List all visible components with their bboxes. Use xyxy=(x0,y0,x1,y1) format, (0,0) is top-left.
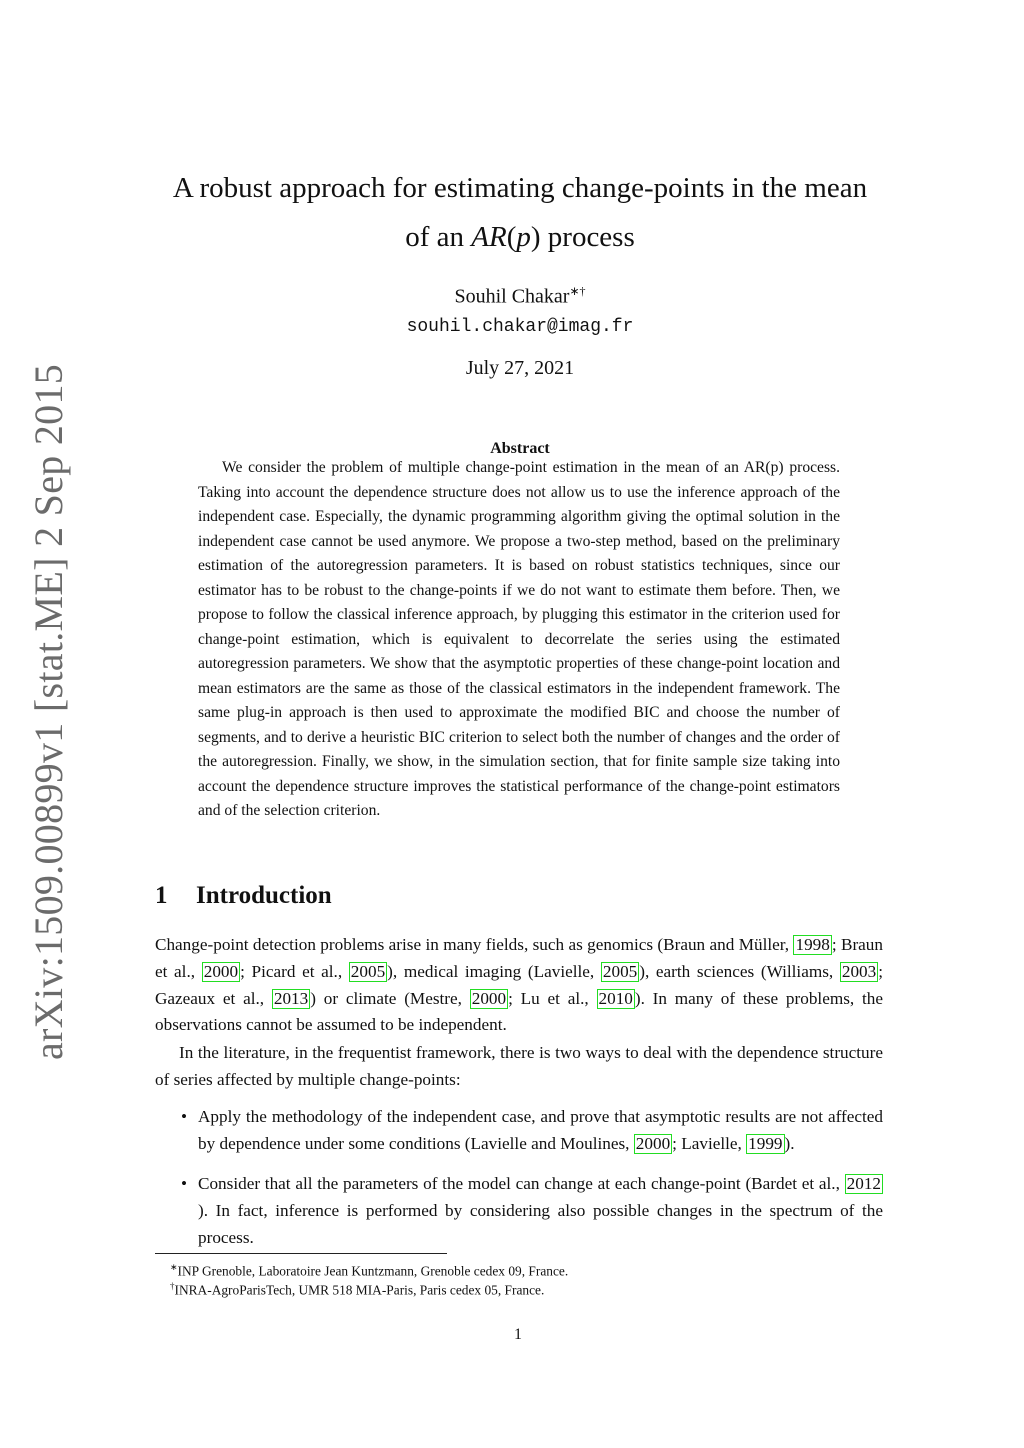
intro-paragraph-1 xyxy=(155,932,883,1039)
abstract-heading: Abstract xyxy=(490,440,550,457)
bullet-icon: • xyxy=(181,1174,188,1193)
footnote-text: INRA-AgroParisTech, UMR 518 MIA-Paris, Paris cedex 05, France. xyxy=(174,1282,545,1298)
section-heading xyxy=(155,882,655,910)
title-math-p: p xyxy=(516,221,531,253)
citation-link[interactable]: 2005 xyxy=(350,961,386,981)
list-item-text: ). xyxy=(784,1133,795,1153)
title-math-ar: AR xyxy=(471,221,507,253)
arxiv-side-stamp: arXiv:1509.00899v1 [stat.ME] 2 Sep 2015 xyxy=(26,363,71,1060)
citation-link[interactable]: 2010 xyxy=(598,988,633,1008)
paper-date: July 27, 2021 xyxy=(465,357,575,379)
footnote-divider xyxy=(155,1253,447,1254)
abstract-body: We consider the problem of multiple change-point estimation in the mean of an AR(p) process. Taking into account the dependence structure does not allow us to use the inference approach of the independent case. Especially, the dynamic programming algorithm giving the optimal solution in the independent case cannot be used anymore. We propose a two-step method, based on the preliminary estimation of the autoregression parameters. It is based on robust statistics techniques, since our estimator has to be robust to the change-points if we do not want to estimate them before. Then, we propose to follow the classical inference approach, by plugging this estimator in the criterion used for change-point estimation, which is equivalent to decorrelate the series using the estimated autoregression parameters. We show that the asymptotic properties of these change-point location and mean estimators are the same as those of the classical estimators in the independent framework. The same plug-in approach is then used to approximate the modified BIC and choose the number of segments, and to derive a heuristic BIC criterion to select both the number of changes and the order of the autoregression. Finally, we show, in the simulation section, that for finite sample size taking into account the dependence structure improves the statistical performance of the change-point estimators and of the selection criterion. xyxy=(198,459,840,819)
title-prefix: of an xyxy=(405,221,472,253)
list-item xyxy=(155,1104,883,1158)
paper-title-line-1: A robust approach for estimating change-points in the mean xyxy=(172,172,868,204)
paragraph-text: ; Gazeaux et al., xyxy=(155,961,883,1008)
list-item-text: ). In fact, inference is performed by considering also possible changes in the spectrum of the process. xyxy=(198,1200,883,1247)
section-title: Introduction xyxy=(196,882,332,909)
footnote-mark: ∗ xyxy=(170,1262,178,1272)
paragraph-text: ). In many of these problems, the observations cannot be assumed to be independent. xyxy=(155,988,883,1035)
author-name: Souhil Chakar xyxy=(454,285,570,308)
citation-link[interactable]: 2000 xyxy=(635,1133,671,1153)
citation-link[interactable]: 1998 xyxy=(795,935,830,954)
bullet-list-item-2 xyxy=(155,1171,883,1251)
citation-link[interactable]: 2005 xyxy=(602,961,638,981)
author-footnote-marks: ∗† xyxy=(569,284,586,298)
author-line xyxy=(120,284,920,309)
citation-link[interactable]: 2000 xyxy=(471,988,507,1008)
author-email: souhil.chakar@imag.fr xyxy=(406,317,634,337)
list-item-text: Consider that all the parameters of the model can change at each change-point (Bardet et al., xyxy=(198,1174,845,1193)
title-math-open: ( xyxy=(506,221,517,253)
list-item-text: Apply the methodology of the independent case, and prove that asymptotic results are not affected by dependence under some conditions (Lavielle and Moulines, xyxy=(198,1107,883,1153)
page-number: 1 xyxy=(514,1326,522,1343)
footnote-2 xyxy=(170,1277,870,1299)
paragraph-text: Change-point detection problems arise in many fields, such as genomics (Braun and Müller, xyxy=(155,935,794,954)
footnote-text: INP Grenoble, Laboratoire Jean Kuntzmann, Grenoble cedex 09, France. xyxy=(177,1263,569,1279)
citation-link[interactable]: 1999 xyxy=(748,1133,783,1153)
citation-link[interactable]: 2003 xyxy=(841,961,877,981)
title-math-close: ) xyxy=(530,221,541,253)
footnote-mark: † xyxy=(170,1281,175,1291)
paragraph-text: ) or climate (Mestre, xyxy=(310,988,470,1008)
paragraph-text: ; Picard et al., xyxy=(240,961,349,981)
paper-title-line-2 xyxy=(120,213,920,262)
section-number: 1 xyxy=(155,882,168,909)
intro-paragraph-2: In the literature, in the frequentist framework, there is two ways to deal with the dependence structure of series affected by multiple change-points: xyxy=(155,1043,883,1089)
paragraph-text: ; Braun et al., xyxy=(155,935,883,981)
citation-link[interactable]: 2013 xyxy=(273,988,309,1008)
list-item xyxy=(155,1171,883,1251)
paragraph-text: ), medical imaging (Lavielle, xyxy=(387,961,601,981)
title-suffix: process xyxy=(540,221,635,253)
citation-link[interactable]: 2000 xyxy=(203,961,239,981)
paragraph-text: ; Lu et al., xyxy=(508,988,597,1008)
list-item-text: ; Lavielle, xyxy=(672,1133,747,1153)
bullet-icon: • xyxy=(181,1107,188,1126)
bullet-list-item-1 xyxy=(155,1104,883,1158)
citation-link[interactable]: 2012 xyxy=(846,1174,881,1193)
paragraph-text: ), earth sciences (Williams, xyxy=(639,961,840,981)
